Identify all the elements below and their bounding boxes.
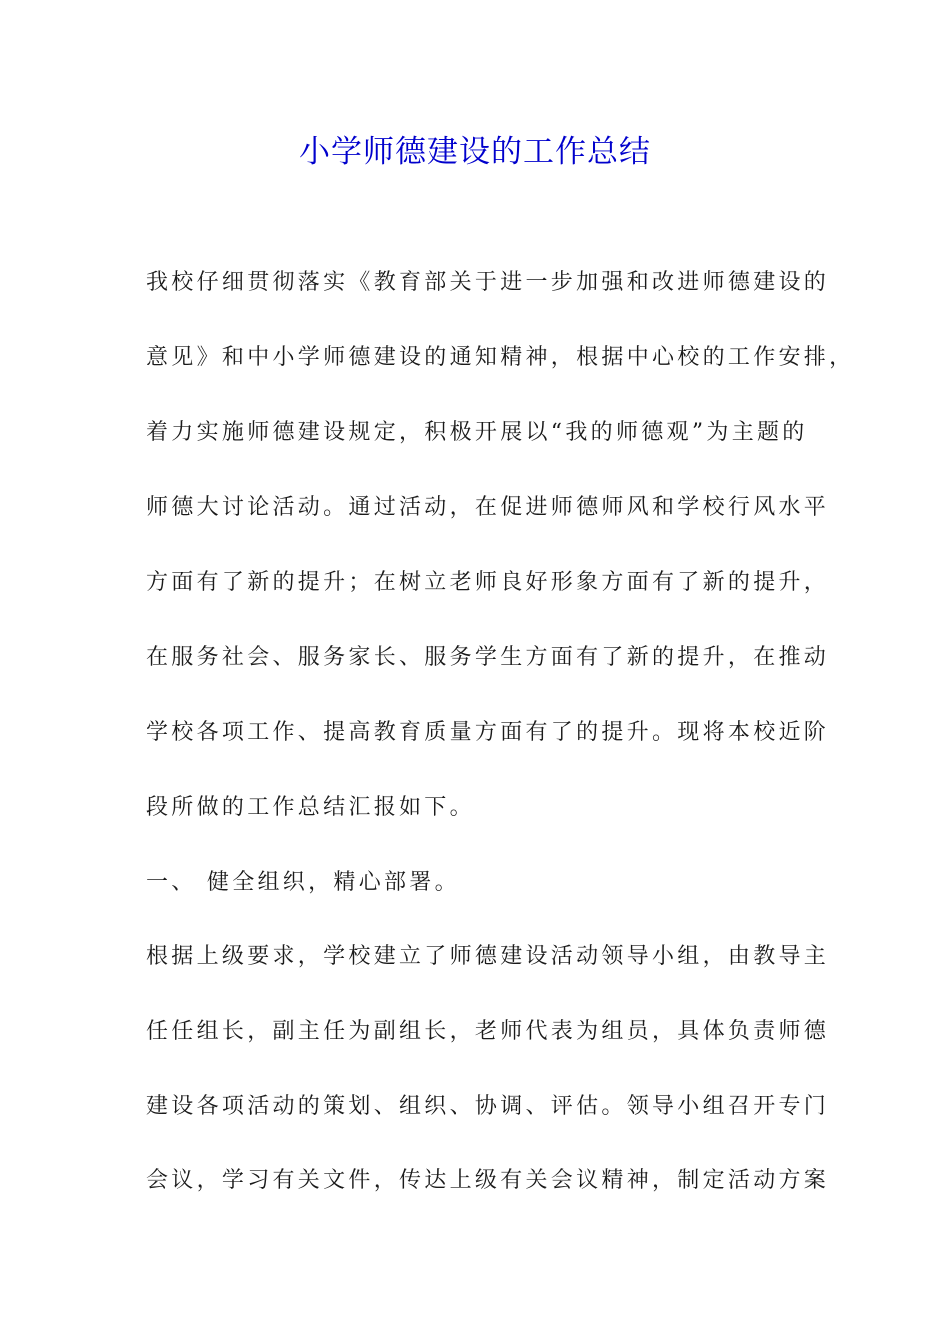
document-title: 小学师德建设的工作总结 — [299, 134, 651, 170]
body-line-2: 意见》和中小学师德建设的通知精神，根据中心校的工作安排， — [146, 345, 855, 370]
body-line-10: 根据上级要求，学校建立了师德建设活动领导小组，由教导主 — [146, 944, 830, 969]
body-line-12: 建设各项活动的策划、组织、协调、评估。领导小组召开专门 — [146, 1094, 830, 1119]
body-line-7: 学校各项工作、提高教育质量方面有了的提升。现将本校近阶 — [146, 720, 830, 745]
body-line-13: 会议，学习有关文件，传达上级有关会议精神，制定活动方案 — [146, 1168, 830, 1193]
body-line-3: 着力实施师德建设规定，积极开展以“我的师德观”为主题的 — [146, 420, 808, 445]
body-line-6: 在服务社会、服务家长、服务学生方面有了新的提升，在推动 — [146, 645, 830, 670]
section-heading-1: 一、 健全组织，精心部署。 — [146, 870, 460, 895]
body-line-1: 我校仔细贯彻落实《教育部关于进一步加强和改进师德建设的 — [146, 270, 830, 295]
body-line-11: 任任组长，副主任为副组长，老师代表为组员，具体负责师德 — [146, 1019, 830, 1044]
body-line-4: 师德大讨论活动。通过活动，在促进师德师风和学校行风水平 — [146, 495, 830, 520]
body-line-8: 段所做的工作总结汇报如下。 — [146, 795, 475, 820]
body-line-5: 方面有了新的提升；在树立老师良好形象方面有了新的提升， — [146, 570, 830, 595]
